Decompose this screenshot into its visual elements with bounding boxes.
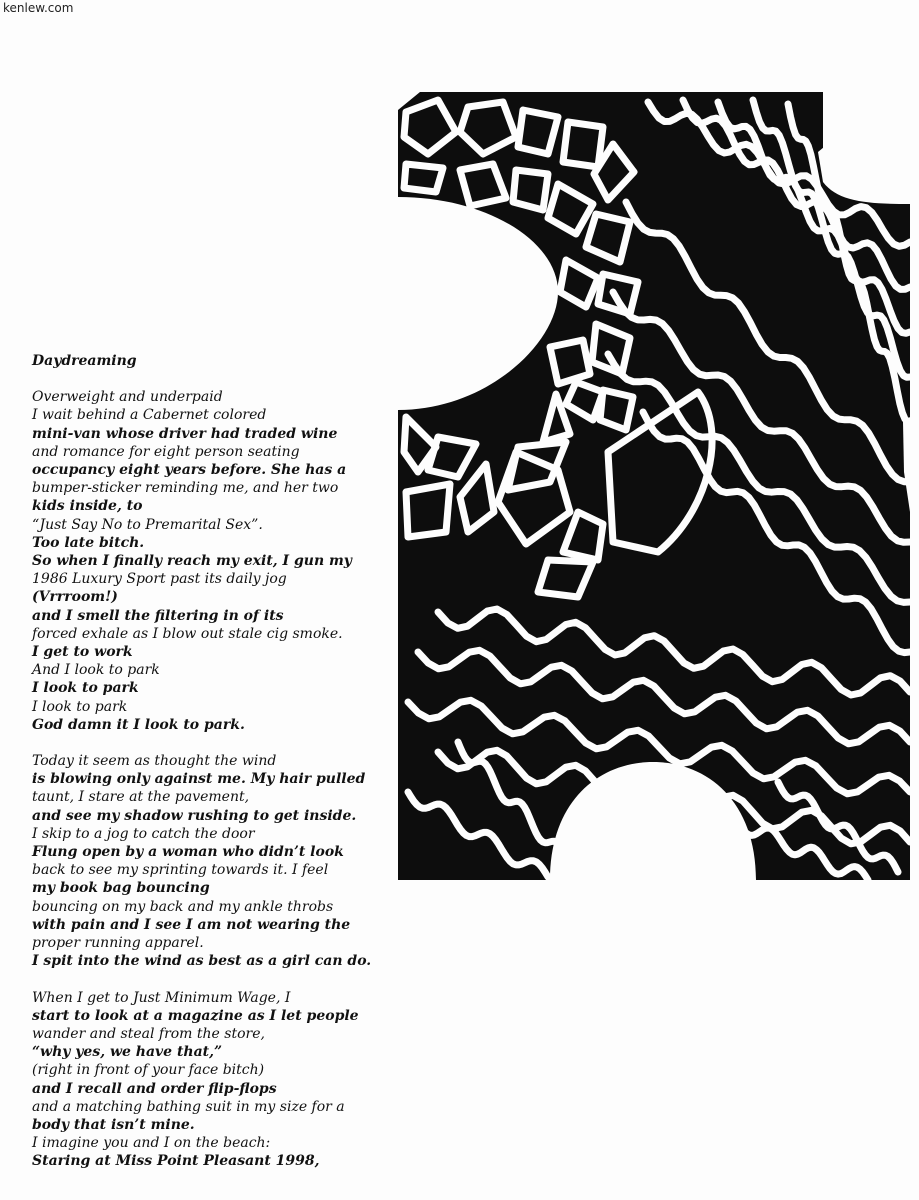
poem-line: I wait behind a Cabernet colored: [32, 407, 267, 424]
poem-line: and a matching bathing suit in my size for a: [32, 1098, 345, 1115]
poem-line: wander and steal from the store,: [32, 1025, 265, 1042]
poem-line: When I get to Just Minimum Wage, I: [32, 989, 291, 1006]
poem-line: and romance for eight person seating: [32, 443, 300, 460]
poem-line: bouncing on my back and my ankle throbs: [32, 898, 334, 915]
poem-line: and I recall and order flip-flops: [32, 1080, 277, 1097]
poem-line: my book bag bouncing: [32, 880, 210, 897]
poem-line: And I look to park: [32, 662, 160, 679]
poem-line: 1986 Luxury Sport past its daily jog: [32, 571, 287, 588]
poem-line: taunt, I stare at the pavement,: [32, 789, 250, 806]
poem-line: God damn it I look to park.: [32, 716, 245, 733]
poem-line: bumper-sticker reminding me, and her two: [32, 480, 339, 497]
poem-line: start to look at a magazine as I let people: [32, 1007, 359, 1024]
poem-line: I spit into the wind as best as a girl can do.: [32, 953, 372, 970]
poem-line: body that isn’t mine.: [32, 1116, 195, 1133]
poem-line: with pain and I see I am not wearing the: [32, 916, 351, 933]
poem-line: I look to park: [32, 698, 128, 715]
site-watermark: kenlew.com: [3, 1, 74, 15]
poem-line: Staring at Miss Point Pleasant 1998,: [32, 1153, 320, 1170]
poem-line: Flung open by a woman who didn’t look: [32, 844, 344, 861]
poem-line: occupancy eight years before. She has a: [32, 462, 347, 479]
poem-line: I look to park: [32, 680, 139, 697]
poem-title: Daydreaming: [32, 353, 137, 369]
poem-line: “why yes, we have that,”: [32, 1044, 223, 1061]
poem-line: I imagine you and I on the beach:: [32, 1135, 271, 1152]
poem-stanza: [32, 989, 382, 1171]
poem-line: Overweight and underpaid: [32, 389, 223, 406]
poem-line: mini-van whose driver had traded wine: [32, 425, 338, 442]
poem-line: (Vrrroom!): [32, 589, 118, 606]
poem-line: “Just Say No to Premarital Sex”.: [32, 516, 263, 533]
poem-line: Too late bitch.: [32, 534, 145, 551]
poem-line: is blowing only against me. My hair pulled: [32, 771, 366, 788]
poem-line: So when I finally reach my exit, I gun my: [32, 553, 352, 570]
poem-line: I get to work: [32, 644, 133, 661]
poem-line: forced exhale as I blow out stale cig smoke.: [32, 625, 343, 642]
poem-line: proper running apparel.: [32, 935, 204, 952]
poem-line: and see my shadow rushing to get inside.: [32, 807, 357, 824]
poem-line: I skip to a jog to catch the door: [32, 825, 255, 842]
poem-line: and I smell the filtering in of its: [32, 607, 284, 624]
linocut-illustration: [398, 92, 910, 880]
poem-stanza: [32, 752, 382, 970]
poem-line: kids inside, to: [32, 498, 143, 515]
poem-line: Today it seem as thought the wind: [32, 753, 277, 770]
poem-stanza: [32, 388, 382, 734]
poem-line: (right in front of your face bitch): [32, 1062, 265, 1079]
poem-line: back to see my sprinting towards it. I feel: [32, 862, 329, 879]
poem: [32, 352, 382, 1189]
